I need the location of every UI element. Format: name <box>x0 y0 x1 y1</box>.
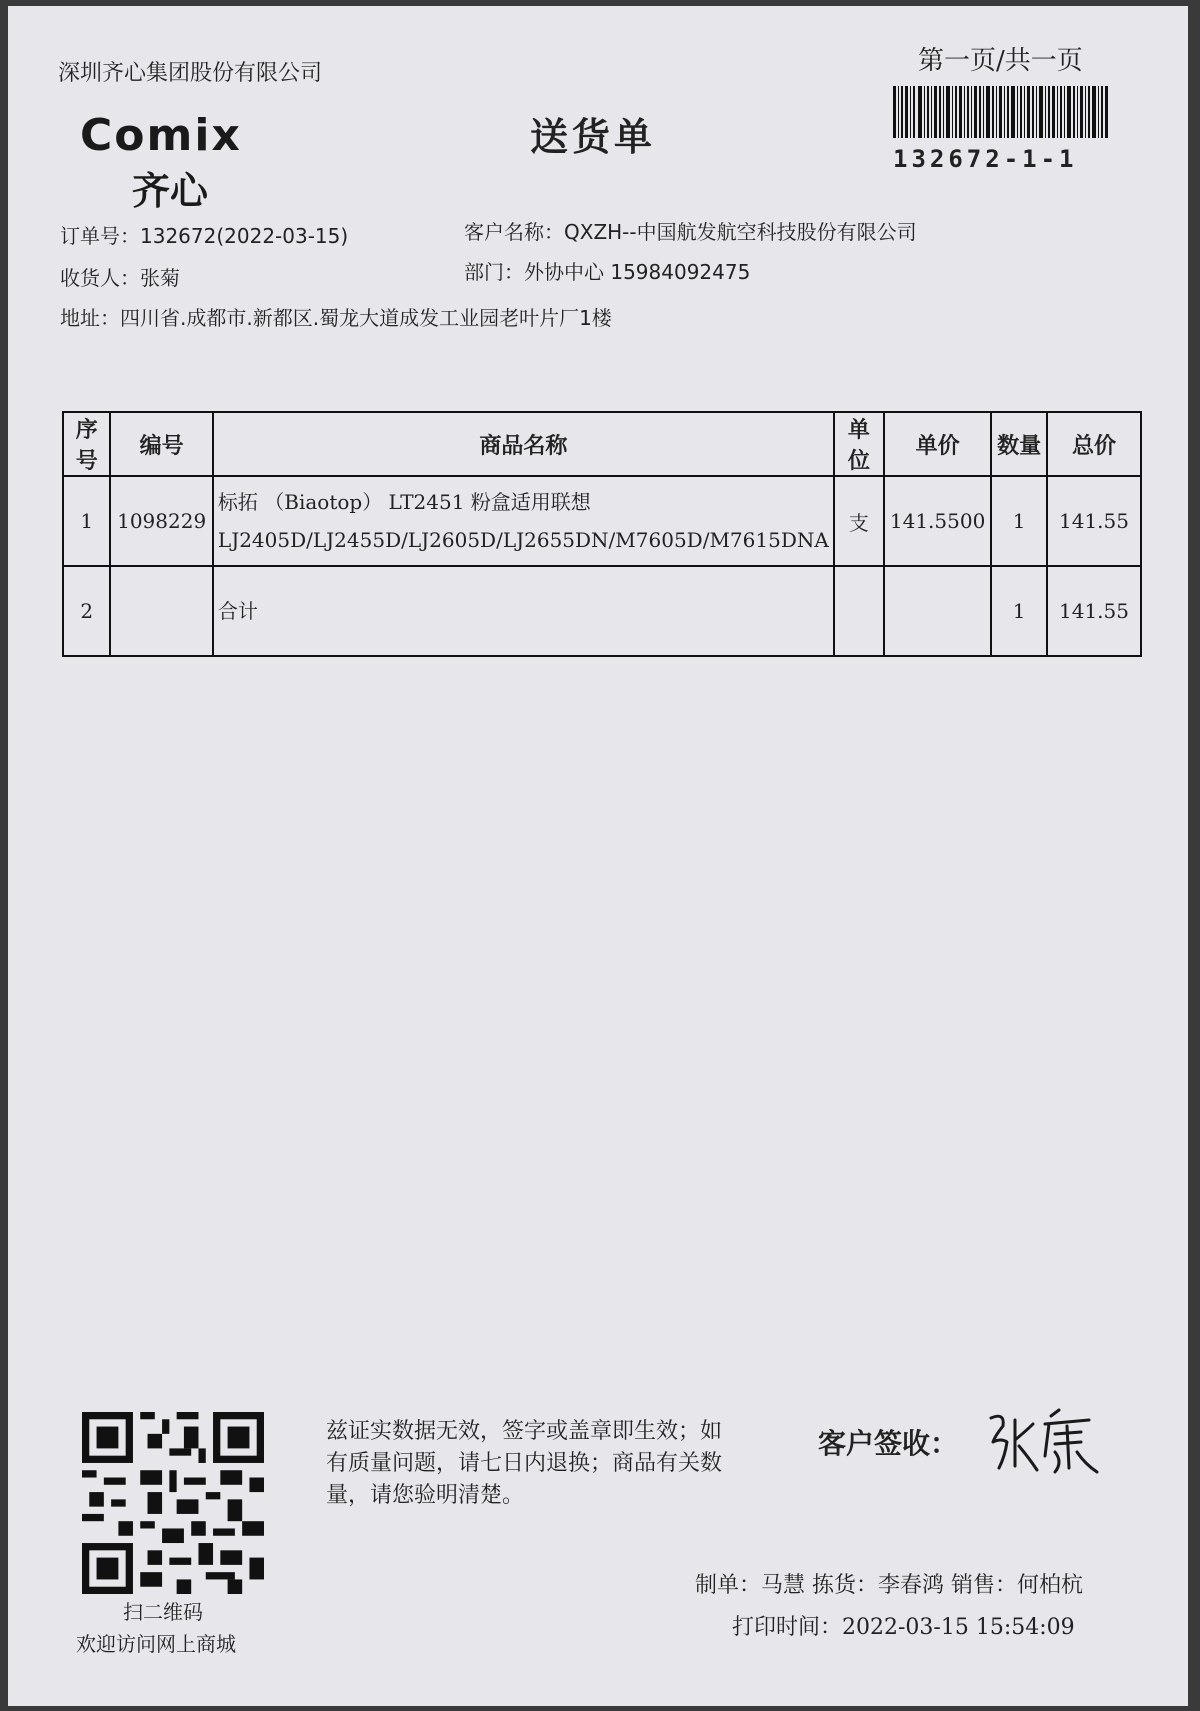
company-name: 深圳齐心集团股份有限公司 <box>58 61 323 86</box>
order-number: 订单号：132672(2022-03-15) <box>60 224 349 248</box>
header-code: 编号 <box>110 412 213 476</box>
print-time: 打印时间：2022-03-15 15:54:09 <box>732 1615 1075 1640</box>
barcode-number: 132672-1-1 <box>893 145 1078 173</box>
cell-seq: 2 <box>63 566 110 656</box>
header-quantity: 数量 <box>991 412 1047 476</box>
receiver: 收货人：张菊 <box>60 266 180 290</box>
qixin-logo-text: 齐心 <box>132 169 209 213</box>
qr-caption-welcome: 欢迎访问网上商城 <box>76 1632 236 1656</box>
barcode-icon <box>893 86 1109 138</box>
department: 部门：外协中心 15984092475 <box>464 260 751 284</box>
cell-code: 1098229 <box>110 476 213 566</box>
customer-signature-label: 客户签收： <box>818 1427 959 1460</box>
table-row <box>63 476 1141 566</box>
table-header-row <box>63 412 1141 476</box>
header-unit-price: 单价 <box>884 412 991 476</box>
cell-unit-price <box>884 566 991 656</box>
qr-code-icon <box>82 1412 264 1594</box>
qr-caption-scan: 扫二维码 <box>123 1600 203 1624</box>
header-total: 总价 <box>1047 412 1141 476</box>
summary-label: 合计 <box>217 599 258 623</box>
cell-total: 141.55 <box>1047 476 1141 566</box>
cell-code <box>110 566 213 656</box>
cell-product-name <box>213 566 834 656</box>
comix-logo: Comix <box>80 110 242 161</box>
cell-unit <box>834 566 884 656</box>
items-table <box>62 411 1142 657</box>
header-unit: 单位 <box>834 412 884 476</box>
customer-name: 客户名称：QXZH--中国航发航空科技股份有限公司 <box>464 220 917 244</box>
cell-seq: 1 <box>63 476 110 566</box>
cell-unit-price: 141.5500 <box>884 476 991 566</box>
product-name-line1: 标拓 （Biaotop） LT2451 粉盒适用联想 <box>217 490 591 514</box>
page-indicator: 第一页/共一页 <box>918 46 1083 76</box>
address: 地址：四川省.成都市.新都区.蜀龙大道成发工业园老叶片厂1楼 <box>60 306 612 330</box>
cell-product-name <box>213 476 834 566</box>
header-product-name: 商品名称 <box>213 412 834 476</box>
notice-text: 兹证实数据无效，签字或盖章即生效；如有质量问题，请七日内退换；商品有关数量，请您验明清楚。 <box>326 1419 723 1508</box>
cell-quantity: 1 <box>991 476 1047 566</box>
document-title: 送货单 <box>530 115 657 159</box>
handwritten-signature <box>985 1406 1105 1486</box>
staff-info: 制单：马慧 拣货：李春鸿 销售：何柏杭 <box>695 1573 1083 1598</box>
cell-unit: 支 <box>834 476 884 566</box>
cell-quantity: 1 <box>991 566 1047 656</box>
header-seq: 序号 <box>63 412 110 476</box>
table-row-summary <box>63 566 1141 656</box>
product-name-line2: LJ2405D/LJ2455D/LJ2605D/LJ2655DN/M7605D/M7615DNA <box>217 528 829 552</box>
cell-total: 141.55 <box>1047 566 1141 656</box>
